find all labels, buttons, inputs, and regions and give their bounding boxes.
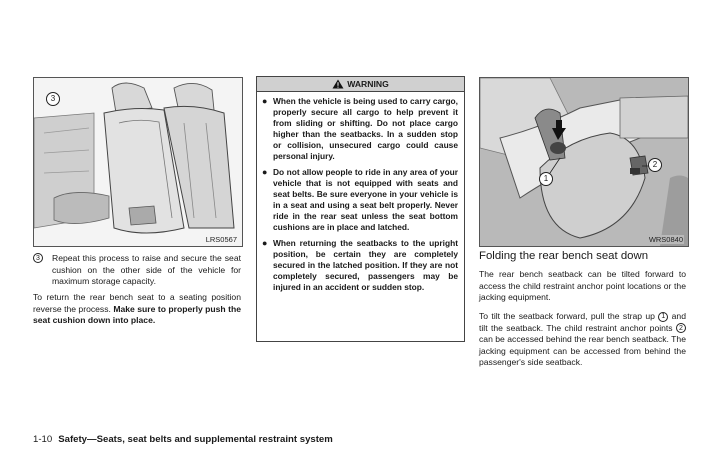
right-seat-illustration bbox=[479, 77, 689, 247]
instruction-text: and tilt the seatback. The child restraint anchor points bbox=[479, 311, 686, 333]
page-number: 1-10 bbox=[33, 434, 53, 445]
warning-triangle-icon bbox=[332, 79, 344, 89]
warning-item-text: When returning the seatbacks to the upright position, be certain they are completely secured in the latched position. If they are not completely secured, passengers may be injured in an accident or sudden stop. bbox=[273, 238, 458, 292]
return-seat-paragraph bbox=[33, 292, 241, 327]
warning-item-text: Do not allow people to ride in any area of your vehicle that is not equipped with seats and seat belts. Be sure everyone in your vehicle is in a seat and using a seat belt properly. Never ride in the rear seat unless the seat bottom cushions are in place and latched. bbox=[273, 167, 458, 232]
figure-code: WRS0840 bbox=[648, 235, 683, 244]
seat-cushion-raised-drawing bbox=[34, 78, 242, 246]
instruction-text: To tilt the seatback forward, pull the strap up bbox=[479, 311, 659, 321]
warning-item bbox=[261, 167, 458, 233]
callout-2: 2 bbox=[648, 158, 662, 172]
return-seat-regular-text: To return the rear bench seat to a seating position reverse the process. bbox=[33, 292, 241, 314]
bullet-icon: ● bbox=[262, 238, 268, 248]
callout-2-inline: 2 bbox=[676, 323, 686, 333]
warning-box bbox=[256, 76, 465, 342]
bullet-icon: ● bbox=[262, 96, 268, 106]
bullet-icon: ● bbox=[262, 167, 268, 177]
callout-1-inline: 1 bbox=[658, 312, 668, 322]
intro-paragraph: The rear bench seatback can be tilted forward to access the child restraint anchor point locations or the jacking equipment. bbox=[479, 269, 686, 303]
warning-item bbox=[261, 238, 458, 293]
page-footer bbox=[33, 434, 333, 445]
step-3 bbox=[33, 253, 241, 288]
callout-1: 1 bbox=[539, 172, 553, 186]
warning-list bbox=[261, 96, 458, 293]
chapter-title: Safety—Seats, seat belts and supplemental restraint system bbox=[58, 434, 333, 445]
warning-item bbox=[261, 96, 458, 162]
warning-title: WARNING bbox=[347, 79, 389, 89]
step-number-icon: 3 bbox=[33, 253, 43, 263]
return-seat-bold-text: Make sure to properly push the seat cushion down into place. bbox=[33, 303, 241, 326]
instruction-paragraph bbox=[479, 311, 686, 369]
step-3-text: Repeat this process to raise and secure the seat cushion on the other side of the vehicle for maximum storage capacity. bbox=[52, 253, 241, 287]
callout-3: 3 bbox=[46, 92, 60, 106]
warning-item-text: When the vehicle is being used to carry cargo, properly secure all cargo to help prevent it from sliding or shifting. Do not place cargo higher than the seatbacks. In a sudden stop or collision, unsecured cargo could cause personal injury. bbox=[273, 96, 458, 161]
warning-header bbox=[257, 77, 464, 92]
section-heading: Folding the rear bench seat down bbox=[479, 250, 649, 262]
instruction-text: can be accessed behind the rear bench seatback. The jacking equipment can be accessed from behind the passenger's side seatback. bbox=[479, 334, 686, 368]
left-seat-illustration bbox=[33, 77, 243, 247]
figure-code: LRS0567 bbox=[205, 235, 237, 244]
